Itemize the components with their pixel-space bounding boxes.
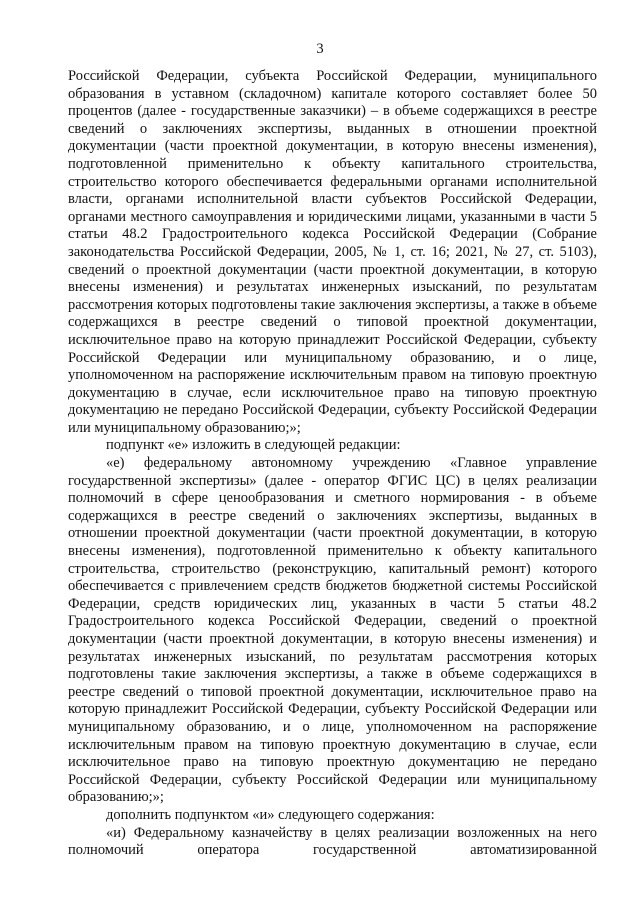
paragraph-subitem-i: «и) Федеральному казначейству в целях реализации возложенных на него полномочий оператора государственной автоматизированной bbox=[68, 824, 597, 859]
page-number: 3 bbox=[316, 41, 324, 57]
document-body bbox=[68, 68, 597, 860]
paragraph-subitem-e: «е) федеральному автономному учреждению «Главное управление государственной экспертизы» (далее - оператор ФГИС ЦС) в целях реализации полномочий в сфере ценообразования и сметного нормирования - в объеме содержащихся в реестре сведений о заключениях экспертизы, выданных в отношении проектной документации (части проектной документации, в которую внесены изменения), подготовленной применительно к объекту капитального строительства, строительство (реконструкцию, капитальный ремонт) которого обеспечивается с привлечением средств бюджетов бюджетной системы Российской Федерации, средств юридических лиц, указанных в части 5 статьи 48.2 Градостроительного кодекса Российской Федерации, сведений о проектной документации (части проектной документации, в которую внесены изменения) и результатах инженерных изысканий, по результатам рассмотрения которых подготовлены такие заключения экспертизы, а также в объеме содержащихся в реестре сведений о типовой проектной документации, исключительное право на которую принадлежит Российской Федерации, субъекту Российской Федерации или муниципальному образованию, и о лице, уполномоченном на распоряжение исключительным правом на типовую проектную документацию в случае, если исключительное право на типовую проектную документацию не передано Российской Федерации, субъекту Российской Федерации или муниципальному образованию;»; bbox=[68, 455, 597, 806]
paragraph-continuation: Российской Федерации, субъекта Российской Федерации, муниципального образования в уставном (складочном) капитале которого составляет более 50 процентов (далее - государственные заказчики) – в объеме содержащихся в реестре сведений о заключениях экспертизы, выданных в отношении проектной документации (части проектной документации, в которую внесены изменения), подготовленной применительно к объекту капитального строительства, строительство которого обеспечивается федеральными органами исполнительной власти, органами исполнительной власти субъектов Российской Федерации, органами местного самоуправления и юридическими лицами, указанными в части 5 статьи 48.2 Градостроительного кодекса Российской Федерации (Собрание законодательства Российской Федерации, 2005, № 1, ст. 16; 2021, № 27, ст. 5103), сведений о проектной документации (части проектной документации, в которую внесены изменения) и результатах инженерных изысканий, по результатам рассмотрения которых подготовлены такие заключения экспертизы, а также в объеме содержащихся в реестре сведений о типовой проектной документации, исключительное право на которую принадлежит Российской Федерации, субъекту Российской Федерации или муниципальному образованию, и о лице, уполномоченном на распоряжение исключительным правом на типовую проектную документацию в случае, если исключительное право на типовую проектную документацию не передано Российской Федерации, субъекту Российской Федерации или муниципальному образованию;»; bbox=[68, 68, 597, 436]
paragraph-instruction-e: подпункт «е» изложить в следующей редакции: bbox=[106, 437, 401, 454]
paragraph-instruction-i: дополнить подпунктом «и» следующего содержания: bbox=[106, 806, 435, 823]
